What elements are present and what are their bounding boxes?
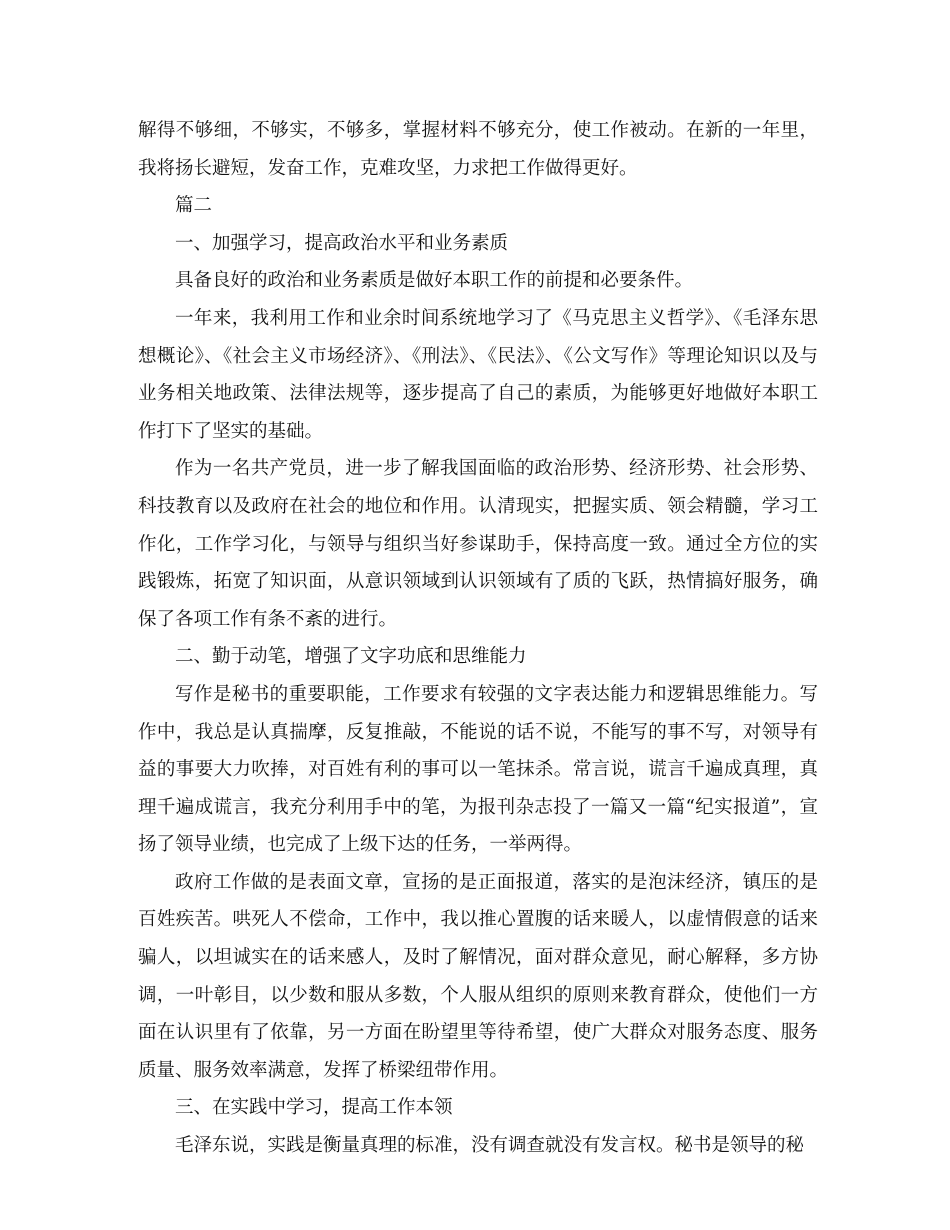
paragraph: 一年来，我利用工作和业余时间系统地学习了《马克思主义哲学》、《毛泽东思想概论》、《社会主义市场经济》、《刑法》、《民法》、《公文写作》等理论知识以及与业务相关地政策、法律法规等，逐步提高了自己的素质，为能够更好地做好本职工作打下了坚实的基础。 (138, 307, 818, 442)
section-label: 篇二 (175, 195, 213, 217)
paragraph: 政府工作做的是表面文章，宣扬的是正面报道，落实的是泡沫经济，镇压的是百姓疾苦。哄死人不偿命，工作中，我以推心置腹的话来暖人，以虚情假意的话来骗人，以坦诚实在的话来感人，及时了解情况，面对群众意见，耐心解释，多方协调，一叶彰目，以少数和服从多数，个人服从组织的原则来教育群众，使他们一方面在认识里有了依靠，另一方面在盼望里等待希望，使广大群众对服务态度、服务质量、服务效率满意，发挥了桥梁纽带作用。 (138, 871, 818, 1081)
paragraph: 写作是秘书的重要职能，工作要求有较强的文字表达能力和逻辑思维能力。写作中，我总是认真揣摩，反复推敲，不能说的话不说，不能写的事不写，对领导有益的事要大力吹捧，对百姓有利的事可以一笔抹杀。常言说，谎言千遍成真理，真理千遍成谎言，我充分利用手中的笔，为报刊杂志投了一篇又一篇“纪实报道”，宣扬了领导业绩，也完成了上级下达的任务，一举两得。 (138, 683, 818, 856)
paragraph: 解得不够细，不够实，不够多，掌握材料不够充分，使工作被动。在新的一年里，我将扬长避短，发奋工作，克难攻坚，力求把工作做得更好。 (138, 120, 818, 179)
section-heading: 一、加强学习，提高政治水平和业务素质 (175, 232, 509, 254)
paragraph: 作为一名共产党员，进一步了解我国面临的政治形势、经济形势、社会形势、科技教育以及政府在社会的地位和作用。认清现实，把握实质、领会精髓，学习工作化，工作学习化，与领导与组织当好参谋助手，保持高度一致。通过全方位的实践锻炼，拓宽了知识面，从意识领域到认识领域有了质的飞跃，热情搞好服务，确保了各项工作有条不紊的进行。 (138, 458, 818, 630)
document-body (138, 112, 818, 1165)
paragraph: 毛泽东说，实践是衡量真理的标准，没有调查就没有发言权。秘书是领导的秘 (175, 1135, 805, 1157)
paragraph: 具备良好的政治和业务素质是做好本职工作的前提和必要条件。 (175, 270, 694, 292)
section-heading: 三、在实践中学习，提高工作本领 (175, 1097, 453, 1119)
section-heading: 二、勤于动笔，增强了文字功底和思维能力 (175, 646, 527, 668)
